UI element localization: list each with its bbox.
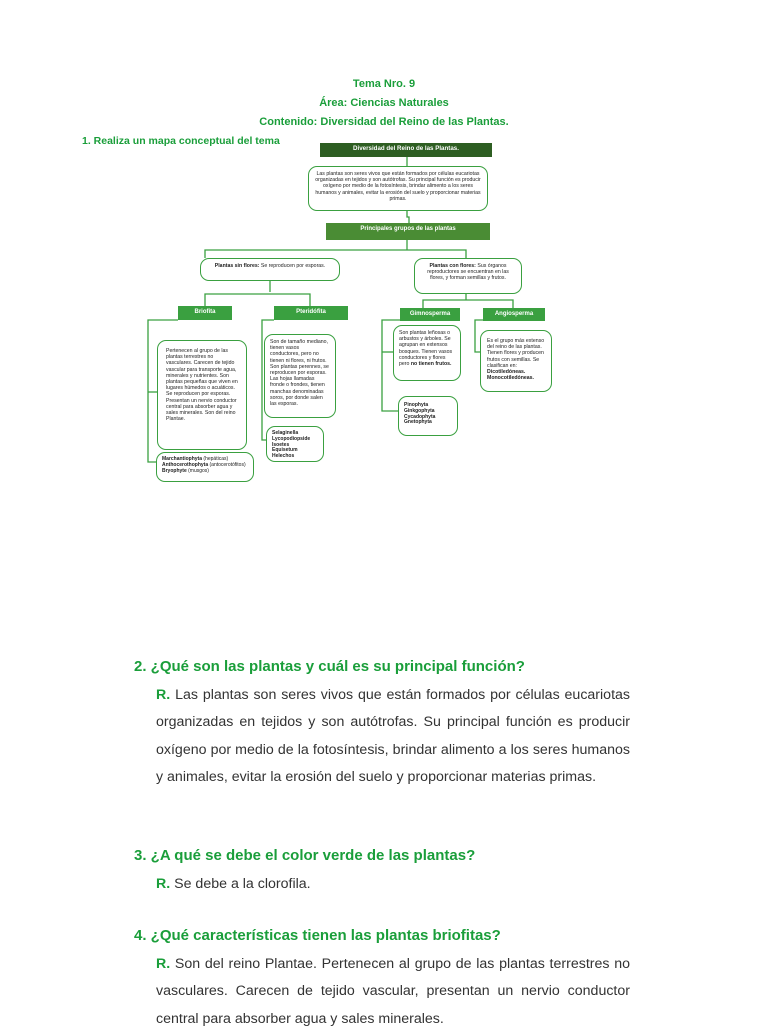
map-pteridofita-examples: [266, 426, 324, 462]
gimnosperma-text: Son plantas leñosas o arbustos y árboles. Se agrupan en extensos bosques. Tienen vasos conductores y flores pero: [399, 330, 453, 368]
map-sin-flores: [200, 258, 340, 281]
map-angiosperma-desc: [480, 330, 552, 392]
answer-3-r: R.: [156, 876, 171, 892]
question-3: 3. ¿A qué se debe el color verde de las plantas?: [134, 847, 476, 864]
answer-2-r: R.: [156, 687, 171, 703]
map-definition: Las plantas son seres vivos que están formados por células eucariotas organizadas en tejidos y son autótrofas. Su principal función es producir oxígeno por medio de la fotosíntesis, brindar alimento a los seres humanos y animales, evitar la erosión del suelo y proporcionar materias primas.: [308, 166, 488, 211]
angiosperma-example: Monocotiledóneas.: [487, 375, 534, 382]
briofita-example-3: Bryophyte (musgos): [162, 467, 209, 474]
map-briofita-desc: Pertenecen al grupo de las plantas terrestres no vasculares. Carecen de tejido vascular para transporte agua, minerales y nutrientes. Son plantas pequeñas que viven en lugares húmedos o acuáticos. Se reproducen por esporas. Presentan un nervio conductor central para absorber agua y sales minerales. Son del reino Plantae.: [157, 340, 247, 450]
answer-4: [156, 951, 630, 1033]
map-con-flores: [414, 258, 522, 294]
con-flores-text: Sus órganos reproductores se encuentran en las flores, y forman semillas y frutos.: [427, 263, 509, 282]
gimnosperma-example: Cycadophyta: [404, 413, 436, 420]
answer-4-text: Son del reino Plantae. Pertenecen al grupo de las plantas terrestres no vasculares. Carecen de tejido vascular, presentan un nervio conductor central para absorber agua y sales minerales.: [156, 956, 630, 1027]
pteridofita-example: Lycopodiopside: [272, 435, 311, 442]
tema-title: Tema Nro. 9: [352, 78, 416, 90]
angiosperma-text: Es el grupo más extenso del reino de las plantas. Tienen flores y producen frutos con semillas. Se clasifican en:: [487, 338, 545, 369]
contenido-title: Contenido: Diversidad del Reino de las Plantas.: [259, 116, 509, 128]
map-gimnosperma-examples: [398, 396, 458, 436]
map-gimnosperma: Gimnosperma: [400, 308, 460, 321]
pteridofita-example: Selaginella: [272, 430, 299, 436]
pteridofita-example: Isoetes: [272, 441, 290, 448]
area-title: Área: Ciencias Naturales: [319, 97, 449, 109]
question-2: 2. ¿Qué son las plantas y cuál es su principal función?: [134, 658, 525, 675]
answer-2-text: Las plantas son seres vivos que están formados por células eucariotas organizadas en tejidos y son autótrofas. Su principal función es producir oxígeno por medio de la fotosíntesis, brindar alimento a los seres humanos y animales, evitar la erosión del suelo y proporcionar materias primas.: [156, 687, 631, 786]
question-4: 4. ¿Qué características tienen las plantas briofitas?: [134, 927, 501, 944]
map-pteridofita-desc: Son de tamaño mediano, tienen vasos conductores, pero no tienen ni flores, ni frutos. Son plantas perennes, se reproducen por esporas. Las hojas llamadas fronde o frondes, tienen manchas denominadas soros, por donde salen las esporas.: [264, 334, 336, 418]
pteridofita-example: Equisetum: [272, 447, 298, 454]
question-1: 1. Realiza un mapa conceptual del tema: [82, 135, 280, 147]
map-briofita-examples: [156, 452, 254, 482]
briofita-example-1: Marchantiophyta (hepáticas): [162, 456, 229, 462]
angiosperma-example: Dicotiledóneas.: [487, 369, 526, 376]
answer-3-text: Se debe a la clorofila.: [174, 876, 311, 892]
answer-4-r: R.: [156, 956, 171, 972]
gimnosperma-example: Pinophyta: [404, 402, 429, 408]
con-flores-label: Plantas con flores:: [429, 263, 476, 269]
gimnosperma-bold: no tienen frutos.: [409, 361, 452, 368]
sin-flores-label: Plantas sin flores:: [214, 263, 260, 269]
pteridofita-example: Helechos: [272, 453, 295, 460]
briofita-example-2: Anthocerothophyta (antocerotófitos): [162, 461, 246, 468]
map-root: Diversidad del Reino de las Plantas.: [320, 143, 492, 157]
gimnosperma-example: Ginkgophyta: [404, 407, 435, 414]
sin-flores-text: Se reproducen por esporas.: [259, 263, 326, 269]
answer-3: [156, 871, 630, 898]
map-groups: Principales grupos de las plantas: [326, 223, 490, 240]
map-angiosperma: Angiosperma: [483, 308, 545, 321]
map-briofita: Briofita: [178, 306, 232, 320]
map-gimnosperma-desc: [393, 325, 461, 381]
map-pteridofita: Pteridófita: [274, 306, 348, 320]
answer-2: [156, 682, 630, 792]
gimnosperma-example: Gnetophyta: [404, 419, 432, 426]
